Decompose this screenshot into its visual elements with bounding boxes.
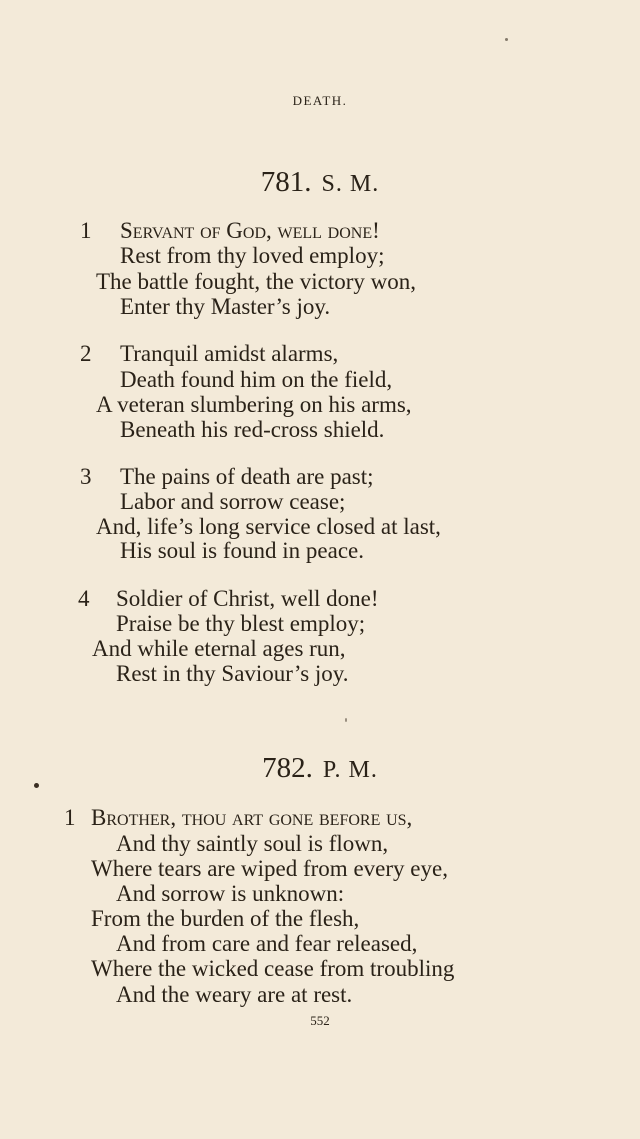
verse-line: His soul is found in peace.	[120, 538, 365, 563]
ink-speck	[505, 38, 508, 41]
hymn-meter: P. M.	[322, 757, 378, 783]
verse-line: And the weary are at rest.	[116, 982, 353, 1007]
hymn-number: 782.	[262, 752, 313, 784]
verse-line: And sorrow is unknown:	[116, 881, 345, 906]
verse-line: Servant of God, well done!	[120, 218, 380, 243]
verse-line: Rest in thy Saviour’s joy.	[116, 661, 349, 686]
verse-line: Praise be thy blest employ;	[116, 611, 366, 636]
verse-line: Where tears are wiped from every eye,	[91, 856, 448, 881]
verse-line: Tranquil amidst alarms,	[120, 341, 339, 366]
verse-line: The battle fought, the victory won,	[96, 269, 417, 294]
ink-speck	[34, 783, 39, 788]
verse-number: 1	[64, 805, 76, 830]
hymn-number: 781.	[260, 166, 312, 198]
verse-line: And thy saintly soul is flown,	[116, 831, 389, 856]
running-head: DEATH.	[292, 93, 348, 108]
verse-line: And, life’s long service closed at last,	[96, 514, 441, 539]
verse-line: Beneath his red-cross shield.	[120, 417, 385, 442]
hymn-heading	[0, 166, 640, 199]
hymn-meter: S. M.	[321, 171, 380, 197]
verse-number: 4	[78, 586, 90, 611]
ink-speck	[345, 718, 347, 722]
verse-line: Death found him on the field,	[120, 367, 393, 392]
verse-line: A veteran slumbering on his arms,	[96, 392, 412, 417]
verse-number: 2	[80, 341, 92, 366]
verse-number: 3	[80, 464, 92, 489]
verse-line: And from care and fear released,	[116, 931, 418, 956]
verse-line: Labor and sorrow cease;	[120, 489, 346, 514]
verse-line: Soldier of Christ, well done!	[116, 586, 379, 611]
verse-line: Where the wicked cease from troubling	[91, 956, 455, 981]
verse-line: Rest from thy loved employ;	[120, 243, 385, 268]
page-number: 552	[310, 1013, 330, 1028]
verse-line: And while eternal ages run,	[92, 636, 346, 661]
verse-line: Enter thy Master’s joy.	[120, 294, 331, 319]
verse-line: From the burden of the flesh,	[91, 906, 360, 931]
verse-number: 1	[80, 218, 92, 243]
verse-line: The pains of death are past;	[120, 464, 374, 489]
hymn-heading	[0, 752, 640, 785]
verse-line: Brother, thou art gone before us,	[91, 805, 413, 830]
